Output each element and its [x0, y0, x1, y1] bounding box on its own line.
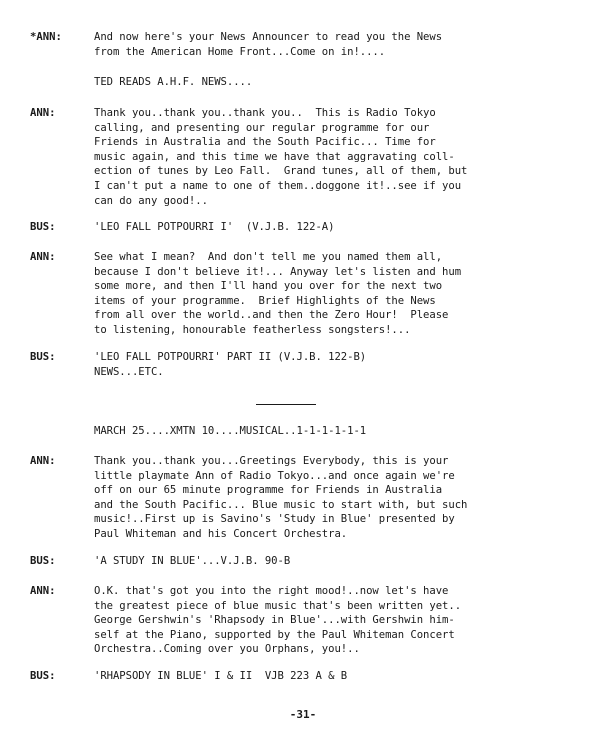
dialogue-line: 'RHAPSODY IN BLUE' I & II VJB 223 A & B [94, 670, 348, 682]
speaker-label: BUS: [30, 670, 56, 682]
dialogue-line: See what I mean? And don't tell me you named them all, [94, 251, 443, 263]
speaker-label: ANN: [30, 455, 56, 467]
speaker-label: ANN: [30, 251, 56, 263]
dialogue-line: O.K. that's got you into the right mood!..now let's have [94, 585, 449, 597]
dialogue-text [94, 454, 594, 542]
dialogue-text [94, 106, 594, 208]
speaker-label: ANN: [30, 585, 56, 597]
dialogue-line: I can't put a name to one of them..doggone it!..see if you [94, 179, 462, 192]
dialogue-line: calling, and presenting our regular programme for our [94, 121, 430, 134]
dialogue-text [94, 30, 594, 59]
dialogue-line: from all over the world..and then the Zero Hour! Please [94, 309, 449, 322]
dialogue-line: Friends in Australia and the South Pacific... Time for [94, 136, 436, 149]
section-divider [256, 404, 316, 405]
dialogue-line: George Gershwin's 'Rhapsody in Blue'...with Gershwin him- [94, 614, 455, 627]
dialogue-line: 'LEO FALL POTPOURRI' PART II (V.J.B. 122-B) [94, 351, 367, 363]
music-cue [94, 350, 594, 379]
dialogue-line: Paul Whiteman and his Concert Orchestra. [94, 527, 348, 540]
dialogue-line: ection of tunes by Leo Fall. Grand tunes, all of them, but [94, 165, 468, 178]
music-cue [94, 669, 594, 684]
dialogue-line: from the American Home Front...Come on in!.... [94, 45, 386, 58]
dialogue-line: to listening, honourable featherless songsters!... [94, 323, 411, 336]
dialogue-line: little playmate Ann of Radio Tokyo...and once again we're [94, 469, 455, 482]
speaker-label: BUS: [30, 221, 56, 233]
dialogue-line: can do any good!.. [94, 194, 208, 207]
dialogue-line: the greatest piece of blue music that's been written yet.. [94, 599, 462, 612]
dialogue-line: self at the Piano, supported by the Paul Whiteman Concert [94, 628, 455, 641]
dialogue-line: Thank you..thank you...Greetings Everybody, this is your [94, 455, 449, 467]
dialogue-line: music!..First up is Savino's 'Study in Blue' presented by [94, 513, 455, 526]
speaker-label: *ANN: [30, 31, 62, 43]
music-cue [94, 554, 594, 569]
dialogue-line: and the South Pacific... Blue music to start with, but such [94, 498, 468, 511]
dialogue-line: some more, and then I'll hand you over for the next two [94, 280, 443, 293]
dialogue-text [94, 250, 594, 338]
dialogue-line: And now here's your News Announcer to read you the News [94, 31, 443, 43]
section-heading [94, 424, 594, 439]
dialogue-line: items of your programme. Brief Highlights of the News [94, 294, 436, 307]
stage-direction [94, 75, 594, 90]
dialogue-line: Orchestra..Coming over you Orphans, you!.. [94, 643, 360, 656]
speaker-label: ANN: [30, 107, 56, 119]
dialogue-line: off on our 65 minute programme for Friends in Australia [94, 484, 443, 497]
page-number: -31- [289, 708, 317, 721]
dialogue-line: 'LEO FALL POTPOURRI I' (V.J.B. 122-A) [94, 221, 335, 233]
speaker-label: BUS: [30, 555, 56, 567]
dialogue-line: Thank you..thank you..thank you.. This is Radio Tokyo [94, 107, 436, 119]
dialogue-line: TED READS A.H.F. NEWS.... [94, 76, 253, 88]
dialogue-line: MARCH 25....XMTN 10....MUSICAL..1-1-1-1-1-1 [94, 425, 367, 437]
dialogue-text [94, 584, 594, 657]
dialogue-line: 'A STUDY IN BLUE'...V.J.B. 90-B [94, 555, 291, 567]
music-cue [94, 220, 594, 235]
dialogue-line: because I don't believe it!... Anyway let's listen and hum [94, 265, 462, 278]
dialogue-line: music again, and this time we have that aggravating coll- [94, 150, 455, 163]
dialogue-line: NEWS...ETC. [94, 365, 164, 378]
speaker-label: BUS: [30, 351, 56, 363]
